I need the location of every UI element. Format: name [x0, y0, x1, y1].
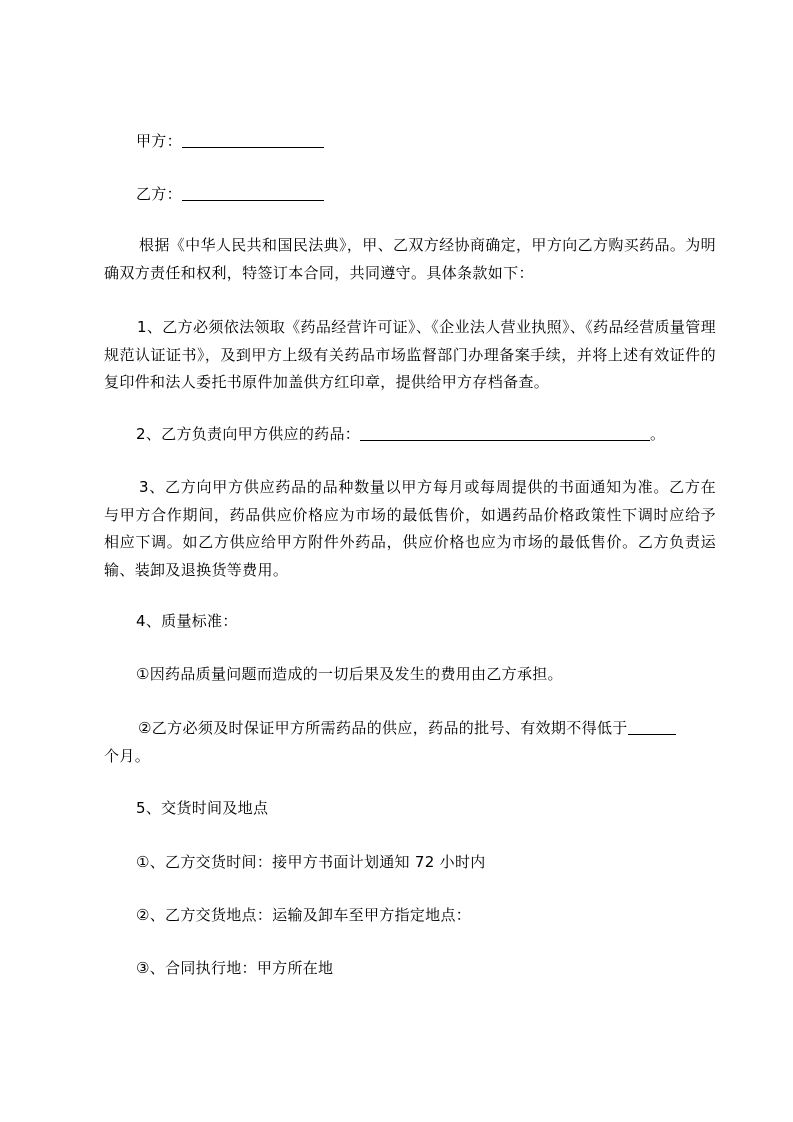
clause-2-end: 。: [650, 425, 666, 443]
party-a-line: [136, 128, 746, 155]
clause-5-item-1: ①、乙方交货时间：接甲方书面计划通知 72 小时内: [136, 853, 486, 871]
clause-2-blank[interactable]: [360, 425, 650, 441]
clause-2-line: [136, 421, 746, 448]
clause-4-item-2-blank[interactable]: [628, 719, 676, 735]
party-a-label: 甲方：: [136, 132, 182, 150]
clause-4-item-2-text: ②乙方必须及时保证甲方所需药品的供应，药品的批号、有效期不得低于: [138, 719, 628, 737]
clause-3-paragraph: 3、乙方向甲方供应药品的品种数量以甲方每月或每周提供的书面通知为准。乙方在与甲方合作期间，药品供应价格应为市场的最低售价，如遇药品价格政策性下调时应给予相应下调。如乙方供应给甲方附件外药品，供应价格也应为市场的最低售价。乙方负责运输、装卸及退换货等费用。: [104, 478, 716, 579]
intro-paragraph: 根据《中华人民共和国民法典》，甲、乙双方经协商确定，甲方向乙方购买药品。为明确双方责任和权利，特签订本合同，共同遵守。具体条款如下：: [104, 236, 716, 282]
clause-4-title: 4、质量标准：: [136, 612, 238, 630]
party-b-line: [136, 181, 746, 208]
clause-5-item-3: ③、合同执行地：甲方所在地: [136, 959, 334, 977]
clause-5-item-2: ②、乙方交货地点：运输及卸车至甲方指定地点：: [136, 906, 472, 924]
party-b-label: 乙方：: [136, 185, 182, 203]
clause-4-item-1: ①因药品质量问题而造成的一切后果及发生的费用由乙方承担。: [136, 665, 563, 683]
party-b-blank[interactable]: [182, 185, 324, 201]
party-a-blank[interactable]: [182, 132, 324, 148]
clause-5-title: 5、交货时间及地点: [136, 799, 269, 817]
clause-1-paragraph: 1、乙方必须依法领取《药品经营许可证》、《企业法人营业执照》、《药品经营质量管理规范认证证书》，及到甲方上级有关药品市场监督部门办理备案手续，并将上述有效证件的复印件和法人委托书原件加盖供方红印章，提供给甲方存档备查。: [104, 318, 716, 391]
clause-4-item-2-end: 个月。: [104, 746, 151, 765]
clause-4-item-2: [104, 715, 716, 770]
clause-2-text: 2、乙方负责向甲方供应的药品：: [136, 425, 361, 443]
